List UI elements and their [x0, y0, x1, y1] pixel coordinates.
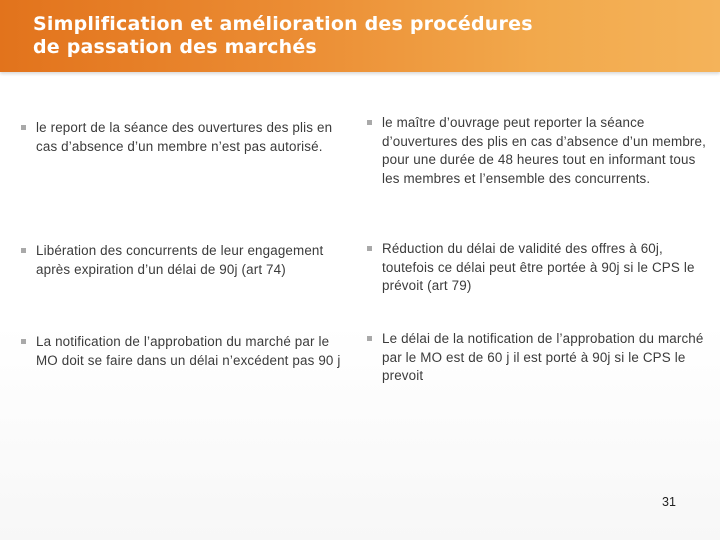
title-bar	[0, 0, 720, 72]
left-bullet-2-text: Libération des concurrents de leur engagement après expiration d’un délai de 90j (art 74)	[36, 243, 324, 277]
right-bullet-1	[367, 114, 715, 188]
left-bullet-1-text: le report de la séance des ouvertures des plis en cas d’absence d’un membre n’est pas autorisé.	[36, 120, 333, 154]
left-bullet-1	[21, 119, 343, 156]
right-bullet-1-text: le maître d’ouvrage peut reporter la séance d’ouvertures des plis en cas d’absence d’un membre, pour une durée de 48 heures tout en informant tous les membres et l’ensemble des concurrents.	[382, 115, 706, 186]
slide-title: Simplification et amélioration des procédures de passation des marchés	[33, 13, 533, 58]
page-number: 31	[662, 495, 676, 509]
left-bullet-3-text: La notification de l’approbation du marché par le MO doit se faire dans un délai n’excédent pas 90 j	[36, 334, 341, 368]
bullet-square-icon	[367, 336, 372, 341]
bullet-square-icon	[367, 246, 372, 251]
left-bullet-2	[21, 242, 343, 279]
bullet-square-icon	[21, 125, 26, 130]
bullet-square-icon	[367, 120, 372, 125]
right-bullet-2	[367, 240, 715, 296]
bullet-square-icon	[21, 339, 26, 344]
bullet-square-icon	[21, 248, 26, 253]
left-bullet-3	[21, 333, 343, 370]
right-bullet-3-text: Le délai de la notification de l’approbation du marché par le MO est de 60 j il est porté à 90j si le CPS le prevoit	[382, 331, 704, 383]
right-bullet-3	[367, 330, 715, 386]
right-bullet-2-text: Réduction du délai de validité des offres à 60j, toutefois ce délai peut être portée à 90j si le CPS le prévoit (art 79)	[382, 241, 695, 293]
